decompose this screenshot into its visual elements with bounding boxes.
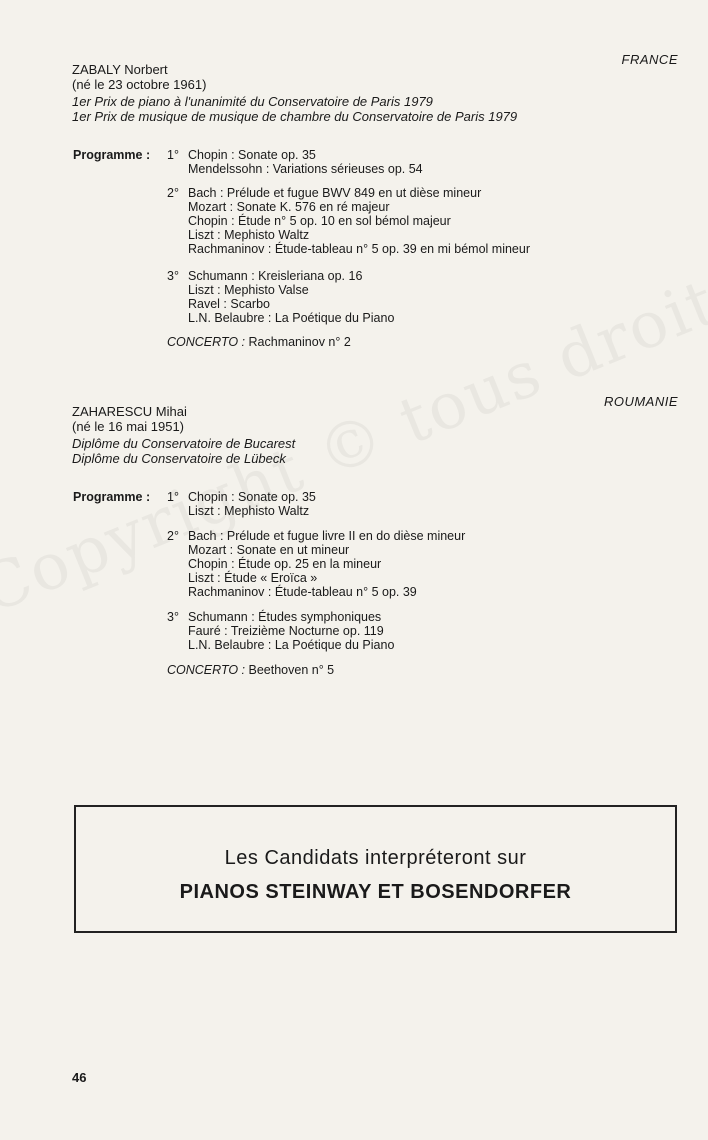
group-number: 3° [167,269,179,283]
piece-item: Chopin : Sonate op. 35 [188,148,316,162]
concerto-label: CONCERTO : [167,335,246,349]
piece-item: Liszt : Mephisto Waltz [188,228,310,242]
piece-item: Liszt : Mephisto Valse [188,283,309,297]
prize-line: 1er Prix de piano à l'unanimité du Conservatoire de Paris 1979 [72,94,433,109]
piece-item: Schumann : Études symphoniques [188,610,382,624]
group-number: 2° [167,529,179,543]
programme-label: Programme : [73,490,151,504]
piece-item: Fauré : Treizième Nocturne op. 119 [188,624,384,638]
prize-line: Diplôme du Conservatoire de Lübeck [72,450,286,466]
group-number: 2° [167,186,179,200]
candidate-country: FRANCE [621,52,678,67]
programme-label: Programme : [73,148,151,162]
piece-item: Schumann : Kreisleriana op. 16 [188,269,363,283]
candidate-birthdate: (né le 16 mai 1951) [72,418,185,434]
piece-item: Liszt : Mephisto Waltz [188,504,310,518]
prize-line: 1er Prix de musique de musique de chambre du Conservatoire de Paris 1979 [72,108,518,124]
piano-notice-box [74,805,677,933]
group-number: 1° [167,490,179,504]
concerto-line [167,663,334,677]
piece-item: Mozart : Sonate K. 576 en ré majeur [188,200,390,214]
piece-item: Rachmaninov : Étude-tableau n° 5 op. 39 [188,585,417,599]
group-number: 1° [167,148,179,162]
piece-item: Chopin : Étude op. 25 en la mineur [188,557,382,571]
piece-item: Bach : Prélude et fugue livre II en do dièse mineur [188,529,466,543]
piece-item: Mozart : Sonate en ut mineur [188,543,350,557]
concerto-line [167,335,351,349]
piece-item: Chopin : Étude n° 5 op. 10 en sol bémol majeur [188,214,451,228]
candidate-birthdate: (né le 23 octobre 1961) [72,76,207,92]
candidate-country: ROUMANIE [603,394,678,409]
piece-item: Rachmaninov : Étude-tableau n° 5 op. 39 en mi bémol mineur [188,242,530,256]
piece-item: Mendelssohn : Variations sérieuses op. 54 [188,162,423,176]
piece-item: Chopin : Sonate op. 35 [188,490,316,504]
candidate-name: ZABALY Norbert [72,62,168,77]
prize-line: Diplôme du Conservatoire de Bucarest [72,436,296,451]
group-number: 3° [167,610,179,624]
piece-item: Bach : Prélude et fugue BWV 849 en ut dièse mineur [188,186,482,200]
page-number: 46 [72,1070,87,1085]
piece-item: L.N. Belaubre : La Poétique du Piano [188,311,395,325]
notice-line: Les Candidats interpréteront sur [224,847,527,869]
candidate-prizes [72,437,295,466]
concerto-label: CONCERTO : [167,663,246,677]
piece-item: L.N. Belaubre : La Poétique du Piano [188,638,395,652]
candidate-header [72,63,517,124]
notice-pianos: PIANOS STEINWAY ET BOSENDORFER [179,881,572,903]
candidate-name: ZAHARESCU Mihai [72,404,187,419]
concerto-piece: Beethoven n° 5 [248,663,335,677]
candidate-prizes [72,95,517,124]
candidate-header [72,405,295,466]
piece-item: Ravel : Scarbo [188,297,270,311]
piece-item: Liszt : Étude « Eroïca » [188,571,318,585]
concerto-piece: Rachmaninov n° 2 [248,335,351,349]
